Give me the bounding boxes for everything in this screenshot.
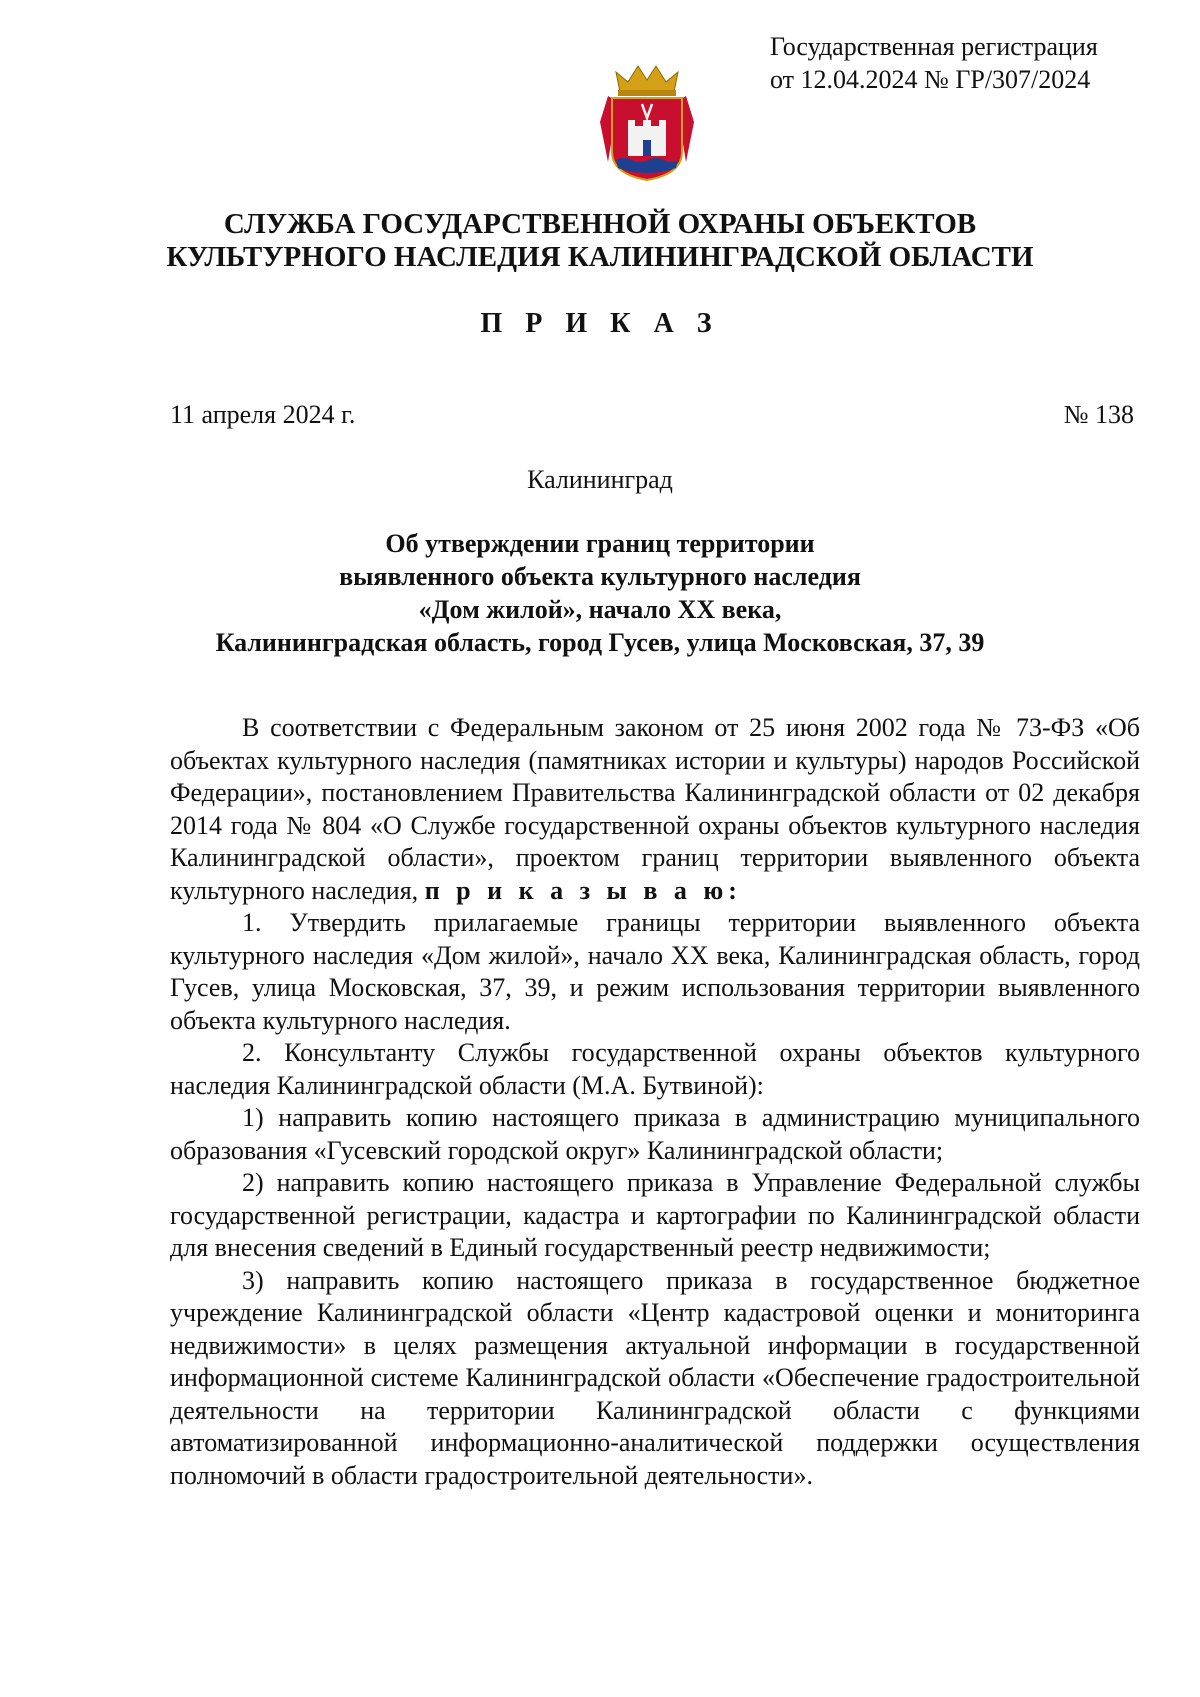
registration-stamp bbox=[770, 30, 1170, 96]
body-paragraph-item-1: 1. Утвердить прилагаемые границы территории выявленного объекта культурного наследия «Дом жилой», начало XX века, Калининградская область, город Гусев, улица Московская, 37, 39, и режим использования территории выявленного объекта культурного наследия. bbox=[170, 908, 1140, 1035]
order-verb: п р и к а з ы в а ю: bbox=[424, 875, 742, 905]
document-city: Калининград bbox=[527, 465, 673, 494]
document-body bbox=[170, 712, 1140, 1492]
coat-of-arms-icon bbox=[598, 62, 696, 182]
organization-line-2: КУЛЬТУРНОГО НАСЛЕДИЯ КАЛИНИНГРАДСКОЙ ОБЛАСТИ bbox=[166, 241, 1034, 273]
body-paragraph-preamble bbox=[170, 712, 1140, 907]
registration-line-2: от 12.04.2024 № ГР/307/2024 bbox=[770, 65, 1091, 94]
subject-line-2: выявленного объекта культурного наследия bbox=[339, 562, 861, 591]
document-type-title: П Р И К А З bbox=[480, 308, 720, 339]
document-number: № 138 bbox=[1063, 400, 1134, 429]
organization-name bbox=[0, 208, 1200, 274]
body-subitem-2: 2) направить копию настоящего приказа в Управление Федеральной службы государственной регистрации, кадастра и картографии по Калининградской области для внесения сведений в Единый государственный реестр недвижимости; bbox=[170, 1168, 1140, 1262]
document-subject bbox=[0, 527, 1200, 659]
subject-line-3: «Дом жилой», начало XX века, bbox=[418, 595, 782, 624]
preamble-text: В соответствии с Федеральным законом от 25 июня 2002 года № 73-ФЗ «Об объектах культурного наследия (памятниках истории и культуры) народов Российской Федерации», постановлением Правительства Калининградской области от 02 декабря 2014 года № 804 «О Службе государственной охраны объектов культурного наследия Калининградской области», проектом границ территории выявленного объекта культурного наследия, bbox=[170, 713, 1140, 905]
body-subitem-3: 3) направить копию настоящего приказа в государственное бюджетное учреждение Калининградской области «Центр кадастровой оценки и мониторинга недвижимости» в целях размещения актуальной информации в государственной информационной системе Калининградской области «Обеспечение градостроительной деятельности на территории Калининградской области с функциями автоматизированной информационно-аналитической поддержки осуществления полномочий в области градостроительной деятельности». bbox=[170, 1265, 1140, 1490]
registration-line-1: Государственная регистрация bbox=[770, 32, 1098, 61]
subject-line-1: Об утверждении границ территории bbox=[385, 529, 815, 558]
body-subitem-1: 1) направить копию настоящего приказа в администрацию муниципального образования «Гусевский городской округ» Калининградской области; bbox=[170, 1103, 1140, 1165]
organization-line-1: СЛУЖБА ГОСУДАРСТВЕННОЙ ОХРАНЫ ОБЪЕКТОВ bbox=[223, 208, 977, 240]
body-paragraph-item-2: 2. Консультанту Службы государственной охраны объектов культурного наследия Калининградской области (М.А. Бутвиной): bbox=[170, 1038, 1140, 1100]
document-date: 11 апреля 2024 г. bbox=[170, 400, 356, 429]
subject-line-4: Калининградская область, город Гусев, улица Московская, 37, 39 bbox=[215, 628, 985, 657]
